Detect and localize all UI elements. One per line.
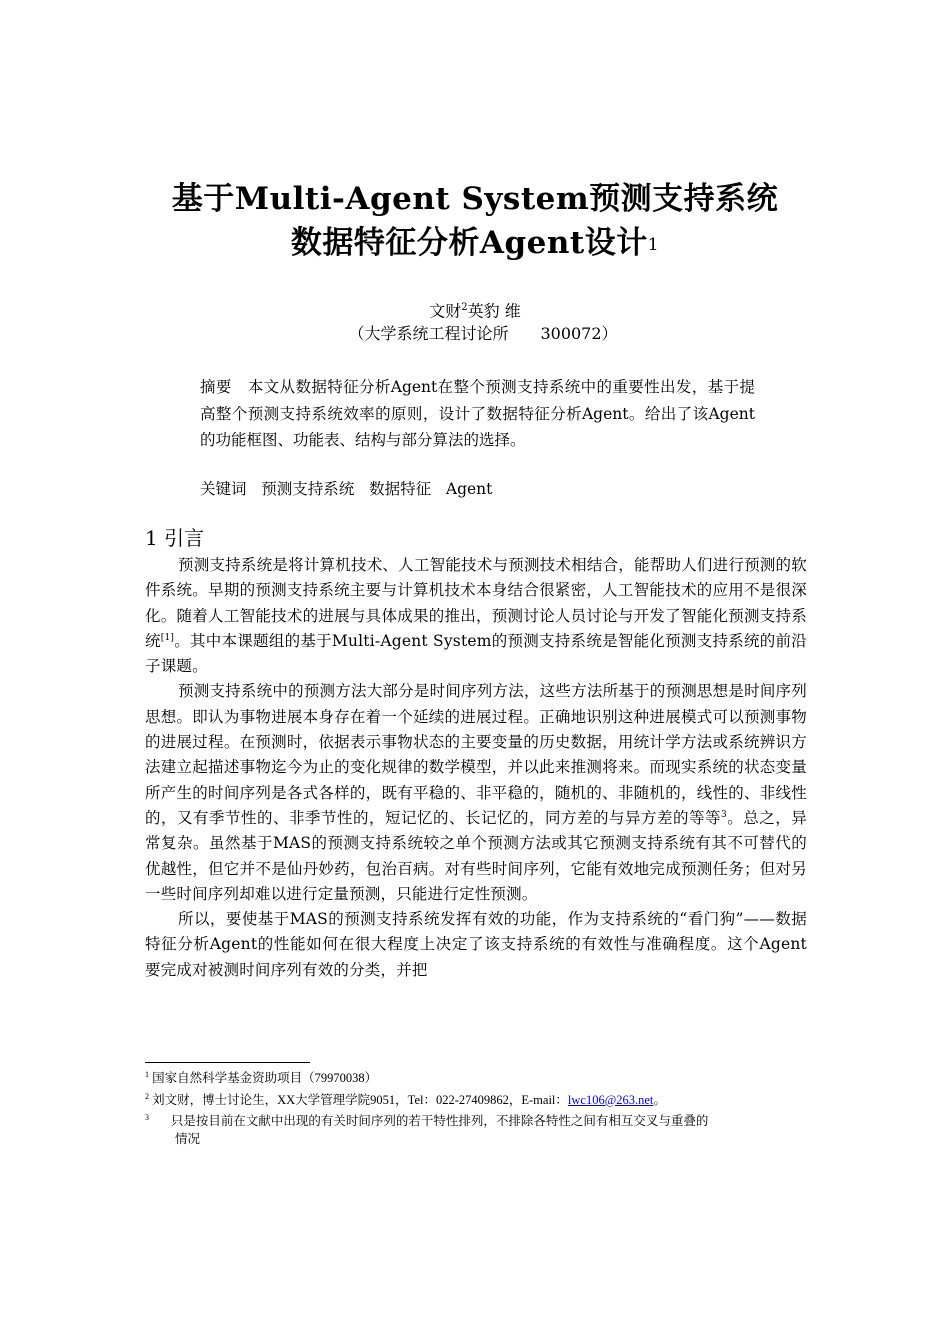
paper-title-line1: 基于Multi-Agent System预测支持系统	[171, 181, 779, 217]
author-name-2: 英豹 维	[467, 301, 521, 321]
section-heading-introduction: 1 引言	[145, 526, 205, 550]
footnote-3	[145, 1109, 807, 1148]
footnote-mark: 3	[145, 1113, 149, 1123]
footnote-ref: 3	[721, 809, 727, 820]
footnote-text: 刘文财，博士讨论生，XX大学管理学院9051，Tel：022-27409862，E-mail：	[152, 1092, 568, 1107]
paper-title-line2-text: 数据特征分析Agent设计	[290, 225, 648, 261]
citation-ref: [1]	[160, 632, 175, 643]
footnote-mark: 1	[145, 1070, 149, 1079]
abstract-label: 摘要	[200, 378, 232, 396]
section-body	[145, 553, 807, 983]
keyword-item: Agent	[445, 480, 493, 498]
footnote-2	[145, 1088, 807, 1110]
abstract-text: 本文从数据特征分析Agent在整个预测支持系统中的重要性出发，基于提高整个预测支持系统效率的原则，设计了数据特征分析Agent。给出了该Agent的功能框图、功能表、结构与部分算法的选择。	[200, 378, 755, 449]
paragraph-text: 预测支持系统是将计算机技术、人工智能技术与预测技术相结合，能帮助人们进行预测的软件系统。早期的预测支持系统主要与计算机技术本身结合很紧密，人工智能技术的应用不是很深化。随着人工智能技术的进展与具体成果的推出，预测讨论人员讨论与开发了智能化预测支持系统	[145, 556, 807, 650]
footnote-separator	[145, 1062, 310, 1063]
footnote-text: 只是按目前在文献中出现的有关时间序列的若干特性排列，不排除各特性之间有相互交叉与重叠的	[170, 1114, 709, 1129]
affiliation: （大学系统工程讨论所 300072）	[348, 324, 618, 343]
footnote-text: 。	[653, 1092, 666, 1107]
keyword-item: 数据特征	[369, 480, 432, 498]
author-name-1: 文财	[429, 301, 462, 321]
title-footnote-mark: 1	[647, 235, 660, 255]
footnotes	[145, 1066, 807, 1148]
paragraph-text: 预测支持系统中的预测方法大部分是时间序列方法，这些方法所基于的预测思想是时间序列思想。即认为事物进展本身存在着一个延续的进展过程。正确地识别这种进展模式可以预测事物的进展过程。在预测时，依据表示事物状态的主要变量的历史数据，用统计学方法或系统辨识方法建立起描述事物迄今为止的变化规律的数学模型，并以此来推测将来。而现实系统的状态变量所产生的时间序列是各式各样的，既有平稳的、非平稳的，随机的、非随机的，线性的、非线性的，又有季节性的、非季节性的，短记忆的、长记忆的，同方差的与异方差的等等	[145, 682, 807, 827]
body-paragraph-3: 所以，要使基于MAS的预测支持系统发挥有效的功能，作为支持系统的“看门狗”——数据特征分析Agent的性能如何在很大程度上决定了该支持系统的有效性与准确程度。这个Agent 要完成对被测时间序列有效的分类，并把	[145, 910, 807, 979]
footnote-text: 国家自然科学基金资助项目（79970038）	[152, 1071, 378, 1086]
body-paragraph-1	[145, 553, 807, 679]
email-link[interactable]: lwc106@263.net	[567, 1092, 654, 1107]
keyword-item: 预测支持系统	[261, 480, 355, 498]
footnote-1	[145, 1066, 807, 1088]
paragraph-text: 。其中本课题组的基于Multi-Agent System的预测支持系统是智能化预测支持系统的前沿子课题。	[145, 631, 807, 676]
body-paragraph-2	[145, 679, 807, 907]
keywords-label: 关键词	[200, 480, 247, 498]
author-line	[0, 296, 950, 323]
paragraph-text: 。总之，异常复杂。虽然基于MAS的预测支持系统较之单个预测方法或其它预测支持系统有其不可替代的优越性，但它并不是仙丹妙药，包治百病。对有些时间序列，它能有效地完成预测任务；但对另一些时间序列却难以进行定量预测，只能进行定性预测。	[145, 808, 807, 903]
author-footnote-mark: 2	[461, 302, 468, 313]
paper-title-line2	[0, 222, 950, 264]
footnote-text-continued: 情况	[175, 1131, 201, 1146]
abstract-block	[200, 374, 755, 454]
keywords-line	[200, 477, 492, 501]
footnote-mark: 2	[145, 1091, 149, 1101]
